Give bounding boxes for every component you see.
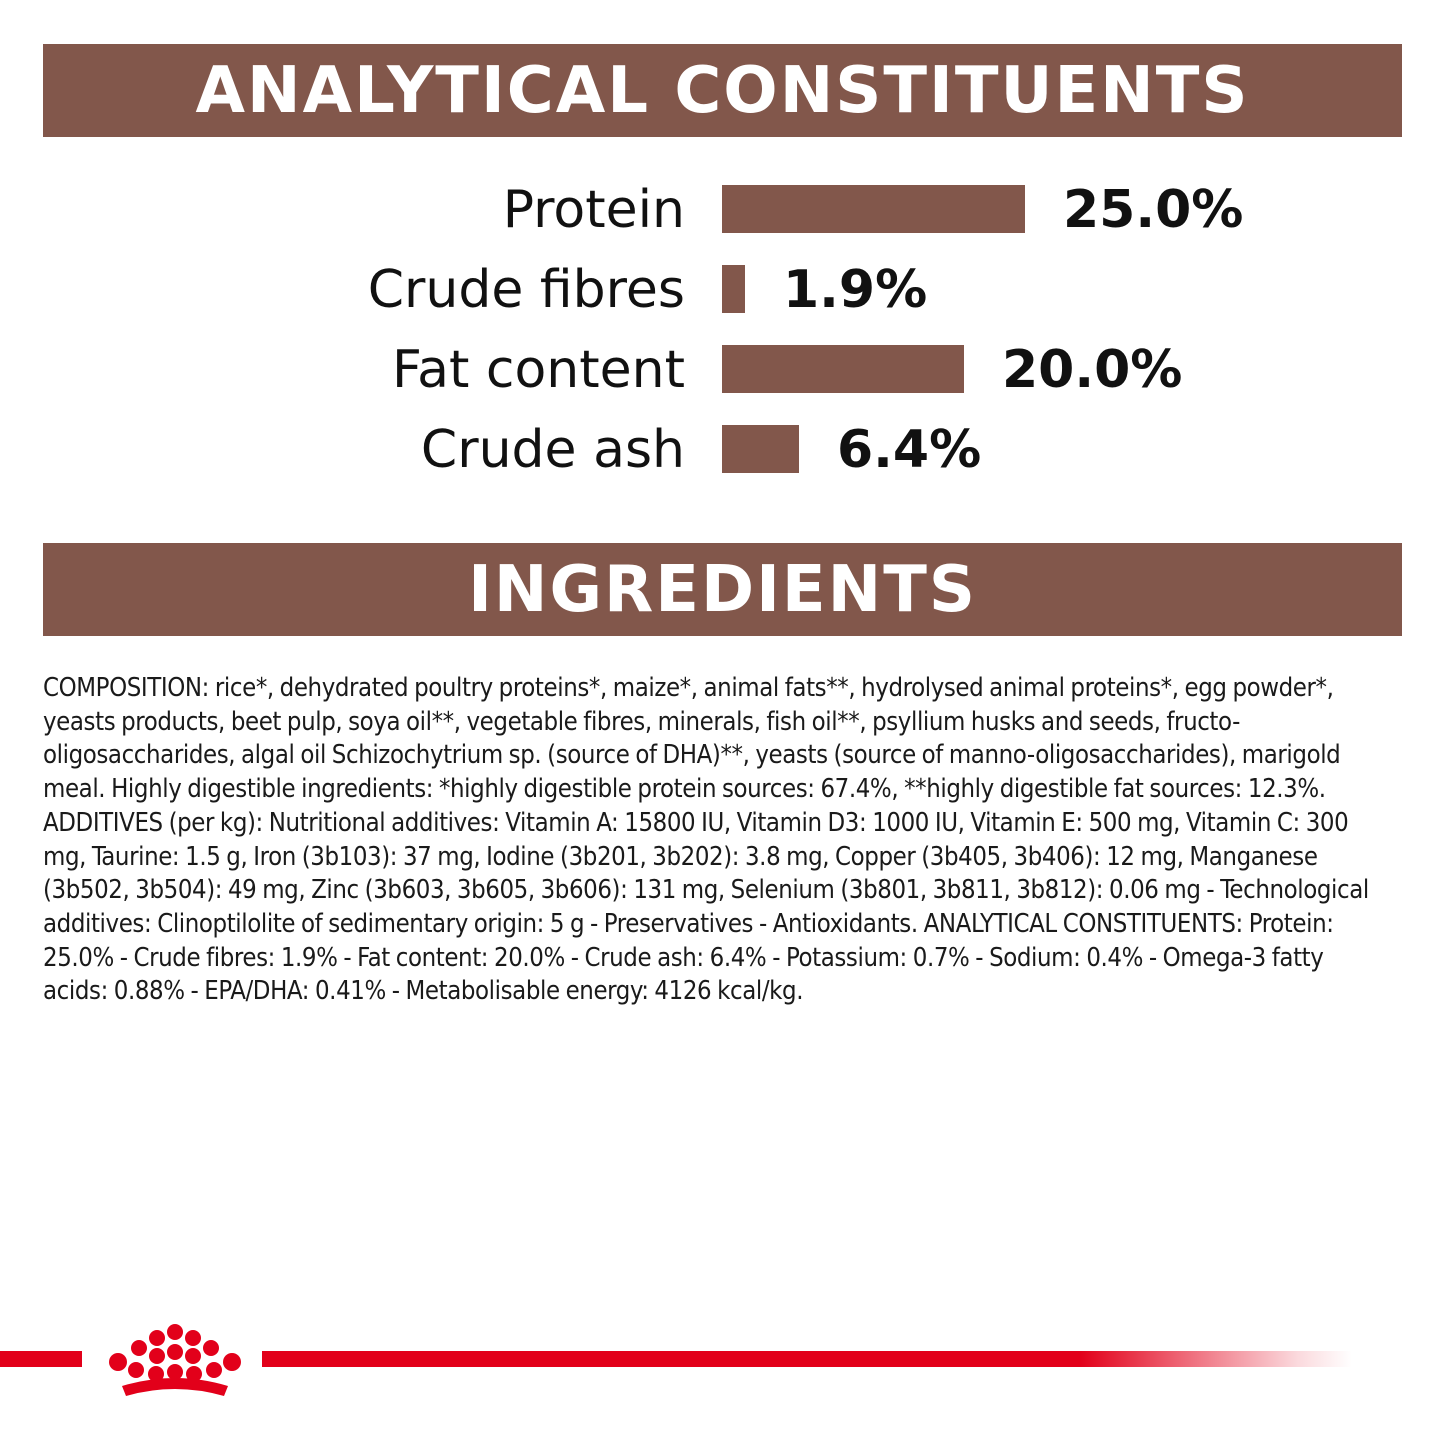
crown-icon <box>100 1322 250 1402</box>
constituent-label: Fat content <box>391 340 685 400</box>
constituent-value: 1.9% <box>783 260 928 320</box>
footer-brand-line-left <box>0 1351 82 1367</box>
constituent-label: Crude fibres <box>367 260 685 320</box>
constituent-value: 25.0% <box>1063 180 1244 240</box>
constituents-list <box>0 170 1445 510</box>
ingredients-header: INGREDIENTS <box>43 543 1402 636</box>
ingredients-composition-text: COMPOSITION: rice*, dehydrated poultry proteins*, maize*, animal fats**, hydrolysed animal proteins*, egg powder*, yeasts products, beet pulp, soya oil**, vegetable fibres, minerals, fish oil**, psyllium husks and seeds, fructo-oligosaccharides, algal oil Schizochytrium sp. (source of DHA)**, yeasts (source of manno-oligosaccharides), marigold meal. Highly digestible ingredients: *highly digestible protein sources: 67.4%, **highly digestible fat sources: 12.3%. ADDITIVES (per kg): Nutritional additives: Vitamin A: 15800 IU, Vitamin D3: 1000 IU, Vitamin E: 500 mg, Vitamin C: 300 mg, Taurine: 1.5 g, Iron (3b103): 37 mg, Iodine (3b201, 3b202): 3.8 mg, Copper (3b405, 3b406): 12 mg, Manganese (3b502, 3b504): 49 mg, Zinc (3b603, 3b605, 3b606): 131 mg, Selenium (3b801, 3b811, 3b812): 0.06 mg - Technological additives: Clinoptilolite of sedimentary origin: 5 g - Preservatives - Antioxidants. ANALYTICAL CONSTITUENTS: Protein: 25.0% - Crude fibres: 1.9% - Fat content: 20.0% - Crude ash: 6.4% - Potassium: 0.7% - Sodium: 0.4% - Omega-3 fatty acids: 0.88% - EPA/DHA: 0.41% - Metabolisable energy: 4126 kcal/kg. <box>43 673 1369 1007</box>
constituent-row <box>0 410 1445 490</box>
footer-brand-line-right <box>262 1351 1352 1367</box>
constituent-row <box>0 330 1445 410</box>
constituent-row <box>0 250 1445 330</box>
constituent-label: Protein <box>502 180 685 240</box>
constituent-row <box>0 170 1445 250</box>
constituent-bar <box>722 185 1025 233</box>
constituent-label: Crude ash <box>420 420 685 480</box>
constituent-value: 20.0% <box>1002 340 1183 400</box>
analytical-constituents-header: ANALYTICAL CONSTITUENTS <box>43 44 1402 137</box>
constituent-bar <box>722 345 964 393</box>
constituent-bar <box>722 425 799 473</box>
constituent-bar <box>722 265 745 313</box>
constituent-value: 6.4% <box>837 420 982 480</box>
